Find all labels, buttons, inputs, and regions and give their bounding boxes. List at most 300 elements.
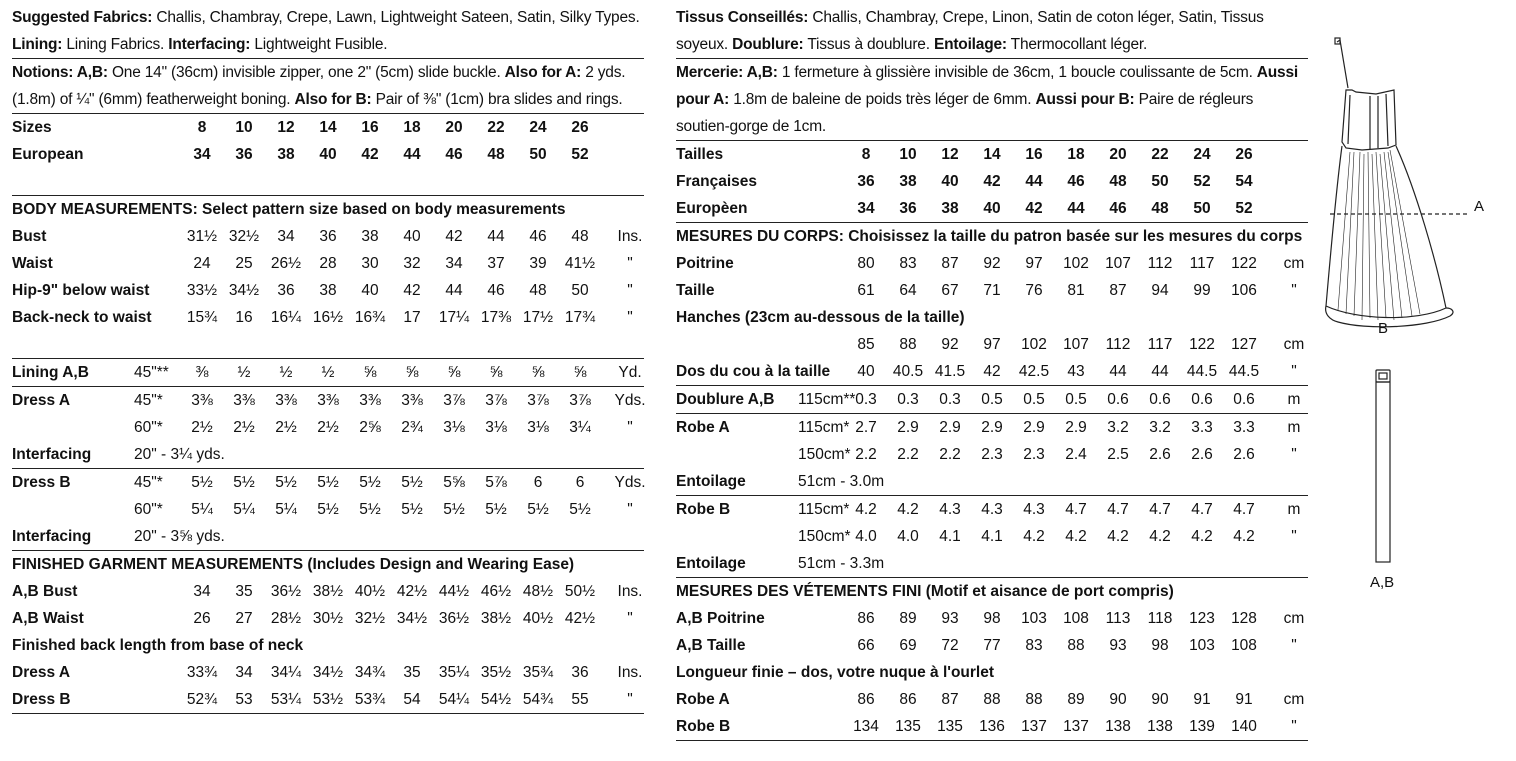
cell-value: 40.5 bbox=[892, 363, 924, 380]
cell-value: 4.1 bbox=[981, 528, 1003, 545]
fabric-width: 45"** bbox=[134, 364, 169, 381]
cell-value: 80 bbox=[857, 255, 875, 272]
cell-value: 134 bbox=[853, 718, 879, 735]
cell-value: 26 bbox=[193, 610, 211, 627]
unit-label: Ins. bbox=[617, 583, 643, 600]
row-label: A,B Poitrine bbox=[676, 610, 765, 627]
cell-value: 36 bbox=[319, 228, 337, 245]
para-text-run: 2 yds. (1.8m) of ¼" (6mm) featherweight boning. bbox=[12, 64, 626, 108]
cell-value: 33¾ bbox=[186, 664, 218, 681]
unit-label: cm bbox=[1283, 255, 1305, 272]
para-bold-run: Notions: A,B: bbox=[12, 64, 108, 81]
finished-rows bbox=[12, 578, 644, 632]
cell-value: 40 bbox=[983, 200, 1001, 217]
row-label: Poitrine bbox=[676, 255, 734, 272]
garment-illustrations bbox=[1316, 30, 1516, 610]
cell-value: 4.2 bbox=[855, 501, 877, 518]
cell-value: 2.5 bbox=[1107, 446, 1129, 463]
table-row bbox=[676, 168, 1308, 195]
cell-value: 44 bbox=[1109, 363, 1127, 380]
unit-label: " bbox=[1291, 637, 1297, 654]
strap-line bbox=[1337, 40, 1348, 88]
table-row bbox=[676, 441, 1308, 468]
cell-value: 87 bbox=[1109, 282, 1127, 299]
cell-value: 42½ bbox=[396, 583, 428, 600]
cell-value: 34½ bbox=[396, 610, 428, 627]
cell-value: 2⅝ bbox=[359, 419, 381, 436]
fabric-width: 115cm** bbox=[798, 391, 856, 408]
cell-value: 138 bbox=[1105, 718, 1131, 735]
cell-value: 3⅞ bbox=[443, 392, 465, 409]
cell-value: 3⅜ bbox=[359, 392, 381, 409]
cell-value: 108 bbox=[1231, 637, 1257, 654]
table-row bbox=[12, 469, 644, 496]
para-bold-run: Doublure: bbox=[732, 36, 804, 53]
cell-value: 39 bbox=[529, 255, 547, 272]
cell-value: 40 bbox=[403, 228, 421, 245]
row-label: Waist bbox=[12, 255, 53, 272]
para-bold-run: Also for B: bbox=[294, 91, 372, 108]
row-label: Françaises bbox=[676, 173, 757, 190]
cell-value: 5½ bbox=[275, 474, 297, 491]
cell-value: 16¼ bbox=[270, 309, 302, 326]
belt-view-label: A,B bbox=[1370, 574, 1395, 591]
cell-value: 64 bbox=[899, 282, 917, 299]
unit-label: Ins. bbox=[617, 664, 643, 681]
unit-label: " bbox=[627, 501, 633, 518]
cell-value: 2.9 bbox=[981, 419, 1003, 436]
cell-value: 93 bbox=[941, 610, 959, 627]
cell-value: 103 bbox=[1189, 637, 1215, 654]
table-row bbox=[676, 277, 1308, 304]
cell-value: 50 bbox=[571, 282, 589, 299]
cell-value: 3⅞ bbox=[485, 392, 507, 409]
cell-value: 10 bbox=[899, 146, 917, 163]
cell-value: 94 bbox=[1151, 282, 1169, 299]
table-row bbox=[676, 195, 1308, 222]
cell-value: 44 bbox=[445, 282, 463, 299]
cell-value: 106 bbox=[1231, 282, 1257, 299]
cell-value: 3⅞ bbox=[527, 392, 549, 409]
cell-value: 4.3 bbox=[1023, 501, 1045, 518]
cell-value: 31½ bbox=[186, 228, 218, 245]
para-bold-run: Aussi pour B: bbox=[1035, 91, 1135, 108]
finished-rows-fr bbox=[676, 605, 1308, 659]
cell-value: 4.7 bbox=[1191, 501, 1213, 518]
para-bold-run: Also for A: bbox=[504, 64, 582, 81]
cell-value: 2.2 bbox=[855, 446, 877, 463]
cell-value: 0.5 bbox=[981, 391, 1003, 408]
cell-value: 5⅞ bbox=[485, 474, 507, 491]
cell-value: 4.2 bbox=[1065, 528, 1087, 545]
unit-label: m bbox=[1287, 501, 1301, 518]
cell-value: 16 bbox=[1025, 146, 1043, 163]
cell-value: 53¾ bbox=[354, 691, 386, 708]
row-label: A,B Taille bbox=[676, 637, 746, 654]
fabrics-block bbox=[12, 4, 644, 59]
row-label: Dos du cou à la taille bbox=[676, 363, 831, 380]
cell-value: 40 bbox=[361, 282, 379, 299]
cell-value: ½ bbox=[279, 364, 293, 381]
cell-value: 2¾ bbox=[401, 419, 423, 436]
cell-value: 117 bbox=[1147, 336, 1173, 353]
cell-value: 38 bbox=[941, 200, 959, 217]
cell-value: 3.3 bbox=[1191, 419, 1213, 436]
cell-value: 90 bbox=[1109, 691, 1127, 708]
cell-value: 40½ bbox=[354, 583, 386, 600]
cell-value: 2½ bbox=[275, 419, 297, 436]
cell-value: 53 bbox=[235, 691, 253, 708]
cell-value: 5⅝ bbox=[443, 474, 465, 491]
cell-value: 22 bbox=[487, 119, 505, 136]
cell-value: ½ bbox=[237, 364, 251, 381]
cell-value: 0.3 bbox=[855, 391, 877, 408]
notions-paragraph-fr bbox=[676, 59, 1308, 140]
body-measurements-block bbox=[12, 196, 644, 359]
cell-value: 50 bbox=[529, 146, 547, 163]
cell-value: 136 bbox=[979, 718, 1005, 735]
cell-value: 2.3 bbox=[1023, 446, 1045, 463]
cell-value: 46 bbox=[487, 282, 505, 299]
table-row bbox=[12, 250, 644, 277]
cell-value: 2.9 bbox=[1023, 419, 1045, 436]
cell-value: 0.6 bbox=[1107, 391, 1129, 408]
table-row bbox=[12, 304, 644, 331]
table-row bbox=[12, 523, 644, 550]
cell-value: 3⅜ bbox=[401, 392, 423, 409]
row-label: Dress A bbox=[12, 392, 71, 409]
cell-value: 2.2 bbox=[939, 446, 961, 463]
cell-value: 69 bbox=[899, 637, 917, 654]
cell-value: 3⅞ bbox=[569, 392, 591, 409]
unit-label: cm bbox=[1283, 336, 1305, 353]
unit-label: " bbox=[627, 255, 633, 272]
row-label: Doublure A,B bbox=[676, 391, 775, 408]
cell-value: 36 bbox=[899, 200, 917, 217]
cell-value: 34 bbox=[235, 664, 253, 681]
cell-value: 83 bbox=[1025, 637, 1043, 654]
cell-value: 26 bbox=[1235, 146, 1253, 163]
row-label: Back-neck to waist bbox=[12, 309, 152, 326]
dress-sketch bbox=[1316, 30, 1516, 610]
para-text-run: One 14" (36cm) invisible zipper, one 2" (5cm) slide buckle. bbox=[107, 64, 505, 81]
cell-value: 46 bbox=[529, 228, 547, 245]
cell-value: 118 bbox=[1147, 610, 1173, 627]
table-row bbox=[676, 358, 1308, 385]
fabric-width: 150cm* bbox=[798, 446, 851, 463]
para-bold-run: Suggested Fabrics: bbox=[12, 9, 153, 26]
cell-value: 46 bbox=[1109, 200, 1127, 217]
row-label: Europèen bbox=[676, 200, 748, 217]
cell-value: 38½ bbox=[480, 610, 512, 627]
bodice-seams bbox=[1348, 94, 1388, 149]
cell-value: 0.6 bbox=[1191, 391, 1213, 408]
cell-value: 33½ bbox=[186, 282, 218, 299]
para-text-run: Thermocollant léger. bbox=[1006, 36, 1148, 53]
notions-block bbox=[12, 59, 644, 114]
cell-value: 35¼ bbox=[438, 664, 470, 681]
cell-value: 48 bbox=[571, 228, 589, 245]
cell-value: 91 bbox=[1193, 691, 1211, 708]
yardage-block bbox=[12, 359, 644, 387]
cell-value: 0.6 bbox=[1149, 391, 1171, 408]
belt-buckle bbox=[1376, 370, 1390, 382]
para-text-run: Paire de régleurs soutien-gorge de 1cm. bbox=[676, 91, 1254, 135]
cell-value: 34 bbox=[193, 583, 211, 600]
cell-value: 41.5 bbox=[934, 363, 966, 380]
cell-value: 88 bbox=[899, 336, 917, 353]
table-row bbox=[676, 550, 1308, 577]
cell-value: 5½ bbox=[443, 501, 465, 518]
unit-label: " bbox=[1291, 446, 1297, 463]
unit-label: Yd. bbox=[618, 364, 642, 381]
cell-value: 42.5 bbox=[1018, 363, 1050, 380]
sizes-block bbox=[12, 114, 644, 196]
cell-value: 107 bbox=[1105, 255, 1131, 272]
cell-value: 16¾ bbox=[354, 309, 386, 326]
cell-value: 3⅛ bbox=[527, 419, 549, 436]
row-label: Robe A bbox=[676, 419, 730, 436]
cell-value: 103 bbox=[1021, 610, 1047, 627]
cell-value: 40 bbox=[319, 146, 337, 163]
cell-value: 50 bbox=[1193, 200, 1211, 217]
cell-value: 135 bbox=[895, 718, 921, 735]
table-row bbox=[12, 441, 644, 468]
cell-value: 5½ bbox=[485, 501, 507, 518]
unit-label: " bbox=[627, 419, 633, 436]
cell-value: 41½ bbox=[564, 255, 596, 272]
cell-value: 5¼ bbox=[233, 501, 255, 518]
para-bold-run: Mercerie: A,B: bbox=[676, 64, 778, 81]
cell-value: 18 bbox=[1067, 146, 1085, 163]
table-row bbox=[676, 713, 1308, 740]
unit-label: Yds. bbox=[614, 392, 646, 409]
fabric-width: 115cm* bbox=[798, 419, 850, 436]
cell-value: 0.5 bbox=[1065, 391, 1087, 408]
cell-value: 20 bbox=[1109, 146, 1127, 163]
cell-value: 5½ bbox=[527, 501, 549, 518]
cell-value: 28½ bbox=[270, 610, 302, 627]
cell-value: 54¼ bbox=[438, 691, 470, 708]
cell-value: 2.7 bbox=[855, 419, 877, 436]
cell-value: 2.9 bbox=[1065, 419, 1087, 436]
unit-label: " bbox=[627, 691, 633, 708]
cell-value: 30½ bbox=[312, 610, 344, 627]
cell-value: 17¾ bbox=[564, 309, 596, 326]
cell-value: 34½ bbox=[228, 282, 260, 299]
cell-value: 42 bbox=[1025, 200, 1043, 217]
yardage-block bbox=[676, 414, 1308, 496]
para-text-run: 1 fermeture à glissière invisible de 36cm, 1 boucle coulissante de 5cm. bbox=[777, 64, 1257, 81]
sizes-rows-fr bbox=[676, 141, 1308, 222]
cell-value: 2½ bbox=[233, 419, 255, 436]
cell-value: 16 bbox=[361, 119, 379, 136]
unit-label: " bbox=[1291, 528, 1297, 545]
cell-value: 26½ bbox=[270, 255, 302, 272]
body-measurements-block-fr bbox=[676, 223, 1308, 386]
cell-value: 42 bbox=[983, 173, 1001, 190]
cell-value: 122 bbox=[1231, 255, 1257, 272]
cell-value: 4.2 bbox=[1149, 528, 1171, 545]
fabrics-block-fr bbox=[676, 4, 1308, 59]
unit-label: " bbox=[627, 309, 633, 326]
cell-value: 52¾ bbox=[186, 691, 218, 708]
table-row bbox=[12, 114, 644, 141]
cell-value: 81 bbox=[1067, 282, 1085, 299]
table-row bbox=[12, 277, 644, 304]
cell-value: 25 bbox=[235, 255, 253, 272]
table-row bbox=[676, 468, 1308, 495]
cell-value: 88 bbox=[983, 691, 1001, 708]
para-text-run: Pair of ⅜" (1cm) bra slides and rings. bbox=[371, 91, 623, 108]
cell-value: 4.1 bbox=[939, 528, 961, 545]
cell-value: 4.2 bbox=[1191, 528, 1213, 545]
cell-value: 48 bbox=[529, 282, 547, 299]
cell-value: ⅝ bbox=[531, 364, 545, 381]
cell-value: 5¼ bbox=[191, 501, 213, 518]
cell-value: 97 bbox=[983, 336, 1001, 353]
cell-value: 40 bbox=[857, 363, 875, 380]
fabrics-paragraph-fr bbox=[676, 4, 1308, 58]
table-row bbox=[676, 331, 1308, 358]
cell-value: 12 bbox=[277, 119, 295, 136]
fabric-width: 150cm* bbox=[798, 528, 851, 545]
row-label: Entoilage bbox=[676, 473, 746, 490]
cell-value: 54½ bbox=[480, 691, 512, 708]
unit-label: m bbox=[1287, 391, 1301, 408]
cell-value: 61 bbox=[857, 282, 875, 299]
cell-value: 40½ bbox=[522, 610, 554, 627]
table-row bbox=[676, 386, 1308, 413]
unit-label: " bbox=[1291, 363, 1297, 380]
cell-value: 34¼ bbox=[270, 664, 302, 681]
table-row bbox=[676, 141, 1308, 168]
cell-value: 54 bbox=[1235, 173, 1253, 190]
table-row bbox=[676, 686, 1308, 713]
cell-value: 44 bbox=[1067, 200, 1085, 217]
cell-value: 97 bbox=[1025, 255, 1043, 272]
cell-value: 35 bbox=[235, 583, 253, 600]
sizes-rows bbox=[12, 114, 644, 168]
cell-value: 17⅜ bbox=[480, 309, 512, 326]
cell-value: 34¾ bbox=[354, 664, 386, 681]
cell-value: 17 bbox=[403, 309, 421, 326]
table-row bbox=[12, 141, 644, 168]
cell-value: ⅝ bbox=[405, 364, 419, 381]
cell-value: 107 bbox=[1063, 336, 1089, 353]
cell-value: 3⅜ bbox=[275, 392, 297, 409]
cell-value: 5½ bbox=[233, 474, 255, 491]
fabric-width: 45"* bbox=[134, 392, 163, 409]
skirt-hem bbox=[1326, 306, 1453, 327]
cell-value: 123 bbox=[1189, 610, 1215, 627]
cell-value: 10 bbox=[235, 119, 253, 136]
cell-value: 34 bbox=[277, 228, 295, 245]
cell-value: 102 bbox=[1063, 255, 1089, 272]
cell-value: 44 bbox=[1151, 363, 1169, 380]
cell-value: 8 bbox=[861, 146, 871, 163]
cell-value: 91 bbox=[1235, 691, 1253, 708]
table-row bbox=[676, 496, 1308, 523]
cell-value: ⅝ bbox=[489, 364, 503, 381]
para-text-run: Lightweight Fusible. bbox=[250, 36, 388, 53]
cell-value: 4.7 bbox=[1233, 501, 1255, 518]
cell-value: 4.7 bbox=[1107, 501, 1129, 518]
yardage-block bbox=[12, 469, 644, 551]
para-bold-run: Lining: bbox=[12, 36, 63, 53]
cell-value: 52 bbox=[1235, 200, 1253, 217]
back-length-rows bbox=[12, 659, 644, 713]
cell-value: 2½ bbox=[317, 419, 339, 436]
cell-value: 28 bbox=[319, 255, 337, 272]
cell-value: 42 bbox=[403, 282, 421, 299]
cell-value: 3.2 bbox=[1107, 419, 1129, 436]
cell-value: 36½ bbox=[438, 610, 470, 627]
yardage-blocks bbox=[12, 359, 644, 551]
cell-value: 36 bbox=[857, 173, 875, 190]
fabric-width: 51cm - 3.0m bbox=[798, 473, 885, 490]
cell-value: 72 bbox=[941, 637, 959, 654]
para-text-run: Challis, Chambray, Crepe, Lawn, Lightweight Sateen, Satin, Silky Types. bbox=[152, 9, 640, 26]
cell-value: 3⅜ bbox=[191, 392, 213, 409]
cell-value: 38 bbox=[361, 228, 379, 245]
para-text-run: 1.8m de baleine de poids très léger de 6mm. bbox=[729, 91, 1036, 108]
unit-label: Ins. bbox=[617, 228, 643, 245]
para-bold-run: Entoilage: bbox=[933, 36, 1007, 53]
cell-value: 122 bbox=[1189, 336, 1215, 353]
cell-value: 40 bbox=[941, 173, 959, 190]
table-row bbox=[12, 578, 644, 605]
table-row bbox=[12, 414, 644, 441]
cell-value: 0.3 bbox=[939, 391, 961, 408]
back-length-title: Finished back length from base of neck bbox=[12, 637, 304, 654]
para-text-run: Lining Fabrics. bbox=[62, 36, 169, 53]
row-label: Sizes bbox=[12, 119, 52, 136]
cell-value: 113 bbox=[1105, 610, 1131, 627]
cell-value: 3⅜ bbox=[233, 392, 255, 409]
cell-value: 2.6 bbox=[1191, 446, 1213, 463]
cell-value: 24 bbox=[1193, 146, 1211, 163]
row-label: A,B Bust bbox=[12, 583, 78, 600]
table-row bbox=[676, 304, 1308, 331]
cell-value: 42 bbox=[445, 228, 463, 245]
notions-paragraph bbox=[12, 59, 644, 113]
table-row bbox=[12, 605, 644, 632]
body-measurements-title: BODY MEASUREMENTS: Select pattern size based on body measurements bbox=[12, 201, 566, 218]
cell-value: 2.2 bbox=[897, 446, 919, 463]
table-row bbox=[676, 523, 1308, 550]
cell-value: 44 bbox=[1025, 173, 1043, 190]
table-row bbox=[12, 223, 644, 250]
view-a-marker: A bbox=[1474, 198, 1485, 215]
yardage-block bbox=[12, 387, 644, 469]
fabric-width: 51cm - 3.3m bbox=[798, 555, 885, 572]
cell-value: 16 bbox=[235, 309, 253, 326]
unit-label: " bbox=[627, 282, 633, 299]
cell-value: 93 bbox=[1109, 637, 1127, 654]
cell-value: 20 bbox=[445, 119, 463, 136]
cell-value: 27 bbox=[235, 610, 253, 627]
cell-value: 48 bbox=[1151, 200, 1169, 217]
cell-value: 46 bbox=[1067, 173, 1085, 190]
cell-value: 48½ bbox=[522, 583, 554, 600]
cell-value: 42½ bbox=[564, 610, 596, 627]
cell-value: 112 bbox=[1105, 336, 1131, 353]
dress-view-label: B bbox=[1378, 320, 1389, 337]
row-label: Interfacing bbox=[12, 446, 92, 463]
cell-value: 5¼ bbox=[275, 501, 297, 518]
cell-value: 127 bbox=[1231, 336, 1257, 353]
